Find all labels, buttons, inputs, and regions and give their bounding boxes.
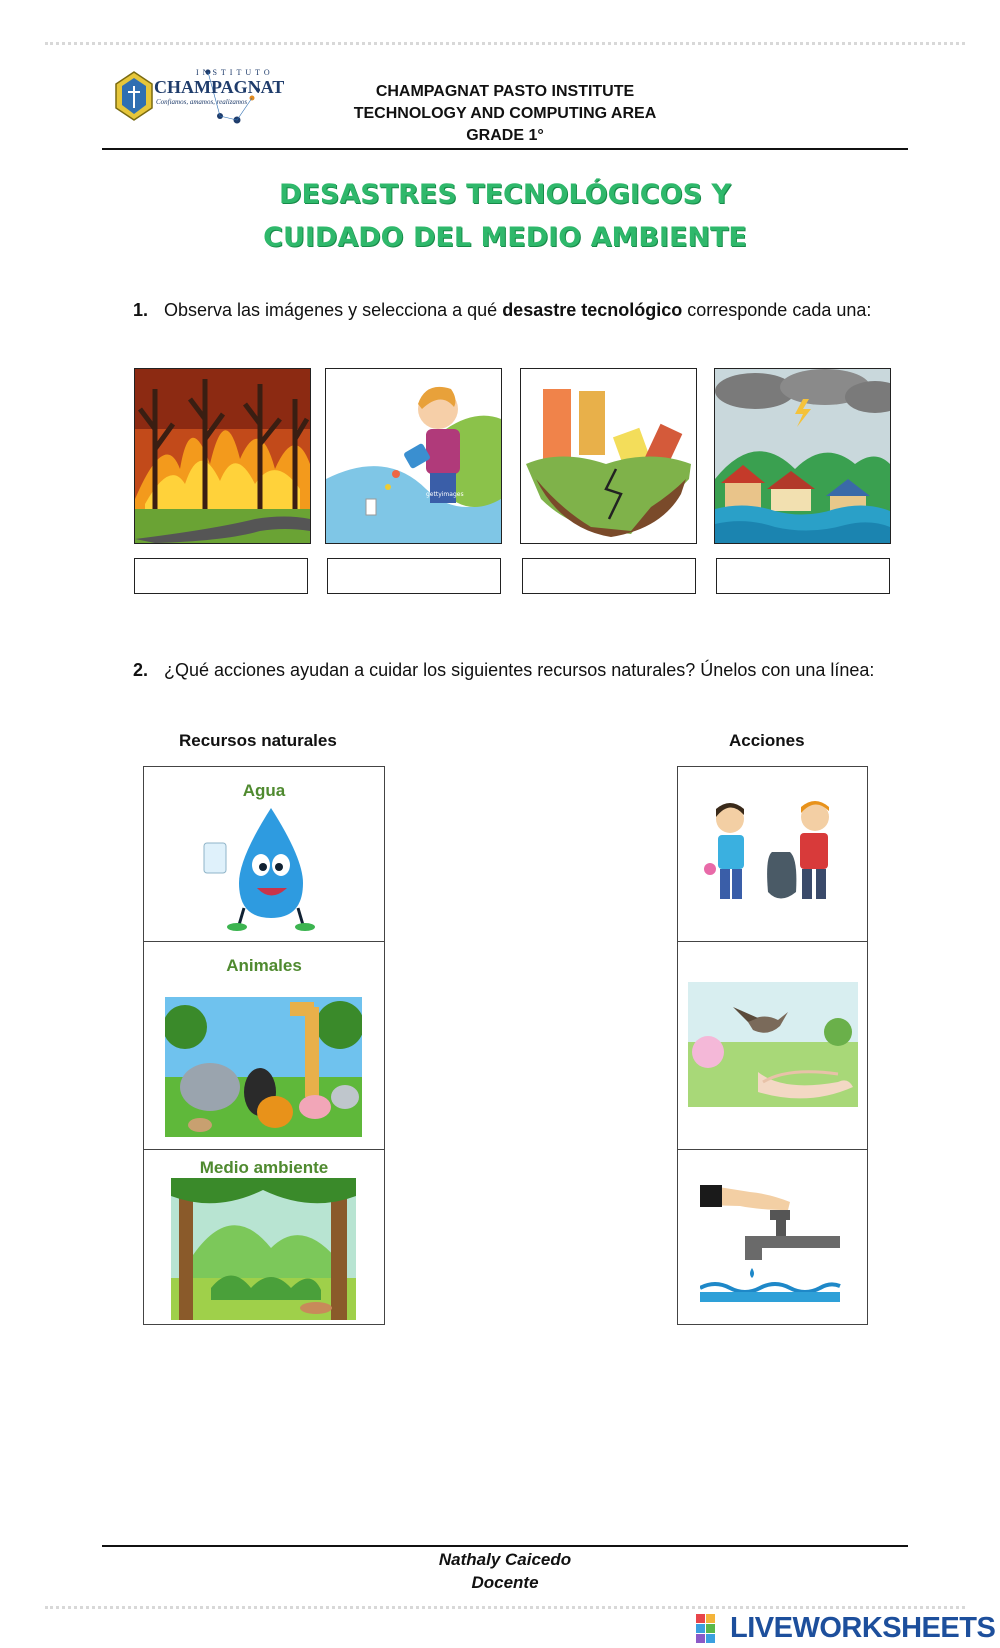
- hands-releasing-bird-picture: [688, 982, 858, 1107]
- liveworksheets-logo-icon: [696, 1614, 726, 1644]
- forest-fire-image: [134, 368, 311, 544]
- animals-picture: [165, 997, 362, 1137]
- title-line-2: CUIDADO DEL MEDIO AMBIENTE: [263, 222, 747, 253]
- liveworksheets-brand[interactable]: [692, 1612, 996, 1648]
- answer-box-3[interactable]: [522, 558, 696, 594]
- question-1: [133, 298, 903, 322]
- resource-label-animals: Animales: [226, 956, 302, 975]
- logo-motto: Confiamos, amamos, realizamos: [156, 98, 248, 106]
- flood-image: [714, 368, 891, 544]
- question-2-number: 2.: [133, 660, 149, 680]
- resource-cell-environment[interactable]: [144, 1149, 384, 1325]
- getty-watermark: gettyimages: [426, 491, 464, 498]
- question-1-text-bold: desastre tecnológico: [502, 300, 683, 320]
- footer-divider: [102, 1545, 908, 1547]
- resources-header: Recursos naturales: [179, 731, 337, 750]
- question-1-text-after: corresponde cada una:: [682, 300, 872, 320]
- kids-collecting-trash-picture: [700, 797, 845, 912]
- pollution-image: [325, 368, 502, 544]
- resource-cell-water[interactable]: [144, 767, 384, 941]
- resource-cell-animals[interactable]: [144, 941, 384, 1150]
- forest-picture: [171, 1178, 356, 1320]
- actions-header: Acciones: [729, 731, 805, 750]
- school-logo: [112, 64, 285, 130]
- title-line-1: DESASTRES TECNOLÓGICOS Y: [279, 179, 731, 210]
- bottom-dotted-border: [45, 1606, 965, 1609]
- action-cell-release-bird[interactable]: [678, 941, 867, 1150]
- answer-box-2[interactable]: [327, 558, 501, 594]
- question-2-text: ¿Qué acciones ayudan a cuidar los siguientes recursos naturales? Únelos con una línea:: [164, 660, 875, 680]
- resources-table: [143, 766, 385, 1325]
- logo-name: CHAMPAGNAT: [154, 77, 285, 97]
- resource-label-environment: Medio ambiente: [199, 1158, 329, 1177]
- header-divider: [102, 148, 908, 150]
- header-school-name: CHAMPAGNAT PASTO INSTITUTE: [375, 83, 635, 100]
- liveworksheets-brand-text: LIVEWORKSHEETS: [730, 1612, 996, 1644]
- question-1-text-before: Observa las imágenes y selecciona a qué: [164, 300, 503, 320]
- answer-box-4[interactable]: [716, 558, 890, 594]
- action-cell-close-faucet[interactable]: [678, 1149, 867, 1325]
- earthquake-image: [520, 368, 697, 544]
- teacher-name: Nathaly Caicedo: [438, 1550, 572, 1569]
- top-dotted-border: [45, 42, 965, 45]
- teacher-role: Docente: [471, 1573, 539, 1592]
- answer-box-1[interactable]: [134, 558, 308, 594]
- water-drop-icon: [199, 803, 329, 933]
- action-cell-collect-trash[interactable]: [678, 767, 867, 941]
- question-2: [133, 658, 903, 682]
- header-grade: GRADE 1°: [466, 127, 544, 144]
- faucet-icon: [700, 1180, 845, 1305]
- logo-institute-label: INSTITUTO: [196, 68, 274, 77]
- header-area: TECHNOLOGY AND COMPUTING AREA: [353, 105, 657, 122]
- question-1-number: 1.: [133, 300, 149, 320]
- resource-label-water: Agua: [242, 781, 286, 800]
- actions-table: [677, 766, 868, 1325]
